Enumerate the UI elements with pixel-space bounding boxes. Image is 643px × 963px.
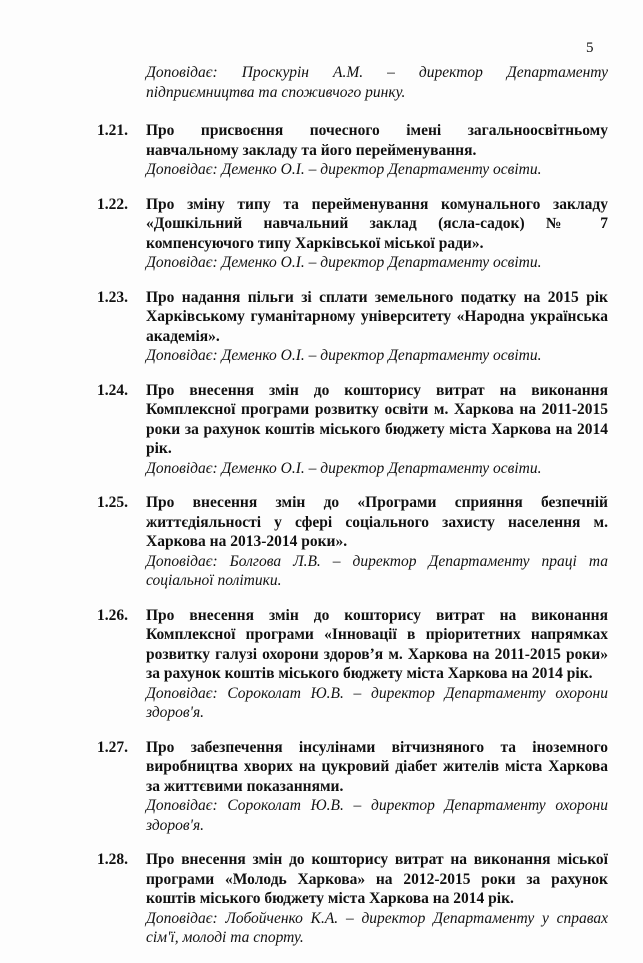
item-number: 1.28.: [97, 851, 128, 868]
item-speaker: Доповідає: Проскурін А.М. – директор Департаменту підприємництва та споживчого ринку.: [146, 64, 608, 101]
item-title: Про забезпечення інсулінами вітчизняного та іноземного виробництва хворих на цукровий діабет жителів міста Харкова за життєвими показаннями.: [146, 738, 608, 795]
agenda-item-1-28: [0, 850, 643, 948]
item-title: Про присвоєння почесного імені загальноосвітньому навчальному закладу та його перейменування.: [146, 122, 608, 159]
page-number: 5: [586, 40, 594, 56]
item-speaker: Доповідає: Сороколат Ю.В. – директор Департаменту охорони здоров'я.: [146, 684, 608, 721]
agenda-item-1-26: [0, 606, 643, 723]
item-speaker: Доповідає: Деменко О.І. – директор Департаменту освіти.: [146, 254, 542, 271]
item-speaker: Доповідає: Сороколат Ю.В. – директор Департаменту охорони здоров'я.: [146, 797, 608, 834]
agenda-item-1-22: [0, 195, 643, 273]
item-speaker: Доповідає: Деменко О.І. – директор Департаменту освіти.: [146, 161, 542, 178]
item-number: 1.25.: [97, 494, 128, 511]
item-speaker: Доповідає: Лобойченко К.А. – директор Департаменту у справах сім'ї, молоді та спорту.: [146, 909, 608, 946]
item-number: 1.24.: [97, 381, 128, 399]
item-title: Про внесення змін до кошторису витрат на виконання міської програми «Молодь Харкова» на 2012-2015 роки за рахунок коштів міського бюджету міста Харкова на 2014 рік.: [146, 851, 608, 907]
item-title: Про внесення змін до «Програми сприяння безпечній життєдіяльності у сфері соціального захисту населення м. Харкова на 2013-2014 роки».: [146, 494, 608, 550]
item-speaker: Доповідає: Деменко О.І. – директор Департаменту освіти.: [146, 459, 542, 477]
agenda-item-1-21: [0, 121, 643, 180]
agenda-item-1-23: [0, 288, 643, 366]
item-title: Про зміну типу та перейменування комунального закладу «Дошкільний навчальний заклад (ясла-садок) № 7 компенсуючого типу Харківської міської ради».: [146, 195, 608, 252]
agenda-item-continued: [0, 63, 643, 102]
item-speaker: Доповідає: Болгова Л.В. – директор Департаменту праці та соціальної політики.: [146, 552, 608, 589]
item-title: Про внесення змін до кошторису витрат на виконання Комплексної програми «Інновації в пріоритетних напрямках розвитку галузі охорони здоров’я м. Харкова на 2011-2015 роки» за рахунок коштів міського бюджету міста Харкова на 2014 рік.: [146, 606, 608, 682]
item-title: Про внесення змін до кошторису витрат на виконання Комплексної програми розвитку освіти м. Харкова на 2011-2015 роки за рахунок коштів міського бюджету міста Харкова на 2014 рік.: [146, 381, 608, 457]
item-number: 1.22.: [97, 195, 128, 213]
item-title: Про надання пільги зі сплати земельного податку на 2015 рік Харківському гуманітарному університету «Народна українська академія».: [146, 288, 608, 345]
item-number: 1.27.: [97, 738, 128, 756]
item-number: 1.21.: [97, 122, 128, 139]
agenda-item-1-24: [0, 381, 643, 479]
item-number: 1.26.: [97, 606, 128, 624]
agenda-item-1-25: [0, 493, 643, 591]
item-number: 1.23.: [97, 288, 128, 306]
agenda-list: [0, 63, 643, 963]
agenda-item-1-27: [0, 738, 643, 836]
item-speaker: Доповідає: Деменко О.І. – директор Департаменту освіти.: [146, 347, 542, 364]
